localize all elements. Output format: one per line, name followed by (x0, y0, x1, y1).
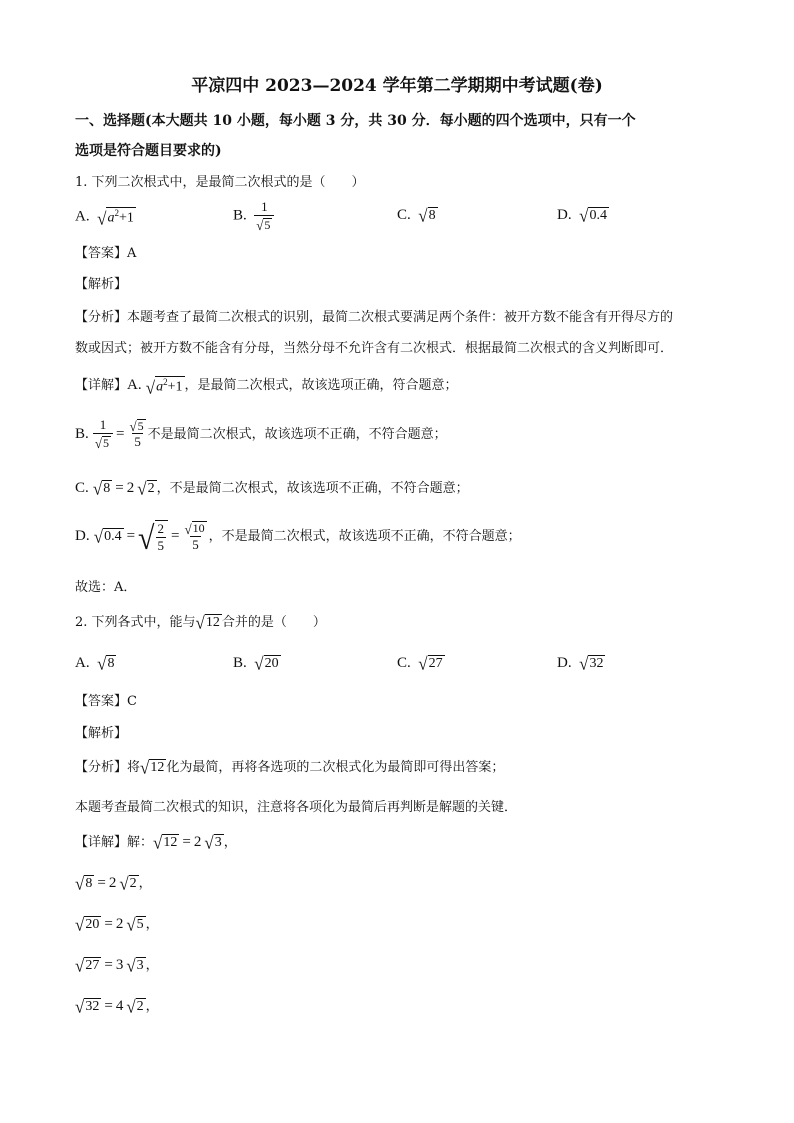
q1-option-d (557, 207, 609, 224)
radicand: 8 (103, 481, 111, 496)
comma: ， (223, 835, 237, 851)
q1-jiexi-tag: 【解析】 (75, 277, 128, 292)
radicand: 12 (163, 835, 178, 850)
radicand: 32 (589, 656, 604, 671)
q2-jiexi-tag: 【解析】 (75, 726, 128, 741)
radicand: 10 (192, 521, 205, 536)
radicand: 2 (129, 876, 137, 891)
numerator: 2 (157, 521, 165, 536)
q1-option-b (233, 200, 274, 232)
equals-sign: = (104, 998, 113, 1015)
detail-text: ，不是最简二次根式，故该选项不正确，不符合题意； (156, 481, 469, 497)
exponent: 2 (163, 377, 168, 387)
option-label: B. (75, 425, 89, 442)
detail-text: 不是最简二次根式，故该选项不正确，不符合题意； (147, 426, 447, 442)
radicand: 0.4 (589, 208, 607, 223)
option-label: C. (397, 206, 411, 223)
q2-option-c: C. √ 27 (397, 653, 443, 674)
radicand: 8 (107, 656, 115, 671)
var-a: a (156, 379, 164, 395)
q2-detail-step-2: √ 8 = 2 √ 2 ， (75, 873, 152, 894)
coefficient: 3 (115, 957, 124, 974)
analysis-tag: 【分析】 (75, 310, 128, 325)
option-label: D. (75, 528, 90, 545)
exponent: 2 (114, 208, 119, 218)
equals-sign: = (171, 528, 180, 545)
radicand: 20 (85, 917, 100, 932)
q1-analysis-line2: 数或因式；被开方数不能含有分母，当然分母不允许含有二次根式．根据最简二次根式的含义判断即可． (75, 341, 674, 356)
radicand: 8 (428, 208, 436, 223)
sqrt-expression: √ $a^2+1$ (145, 377, 183, 398)
q1-detail-a (75, 376, 458, 396)
coefficient: 2 (193, 834, 202, 851)
sqrt-expression: √ 8 (418, 205, 436, 226)
q2-answer (75, 695, 137, 708)
q1-detail-b (75, 418, 447, 450)
coefficient: 2 (115, 916, 124, 933)
detail-text: 解： (127, 835, 154, 851)
radicand-tail: +1 (167, 379, 183, 395)
q1-detail-c (75, 480, 469, 497)
option-label: C. (75, 480, 89, 497)
q2-option-a: A. √ 8 (75, 653, 115, 674)
q1-option-c (397, 207, 438, 224)
coefficient: 2 (126, 480, 135, 497)
detail-text: ，不是最简二次根式，故该选项不正确，不符合题意； (208, 529, 521, 545)
equation: √ 0.4 = √ $\frac{2}{5}$ = √ 10 5 (94, 520, 209, 554)
comma: ， (138, 876, 152, 892)
analysis-text: 本题考查了最简二次根式的识别，最简二次根式要满足两个条件：被开方数不能含有开得尽方的 (127, 310, 674, 325)
equals-sign: = (97, 875, 106, 892)
q1-answer (75, 247, 136, 260)
radicand: 2 (136, 999, 144, 1014)
radicand: 5 (137, 418, 144, 433)
radicand: 5 (103, 435, 110, 450)
section-header-line2: 选项是符合题目要求的) (75, 143, 222, 159)
stem-text: 合并的是（ ） (221, 615, 326, 631)
answer-tag: 【答案】 (75, 246, 128, 261)
page-title: 平凉四中 2023—2024 学年第二学期期中考试题(卷) (191, 76, 603, 96)
q1-conclusion: 故选：A． (75, 580, 137, 595)
option-label: B. (233, 207, 247, 224)
analysis-tag: 【分析】 (75, 760, 128, 776)
option-label: B. (233, 654, 247, 671)
option-label: C. (397, 654, 411, 671)
detail-tag: 【详解】 (75, 835, 128, 851)
radicand: 3 (214, 835, 222, 850)
q2-detail-step-4: √ 27 = 3 √ 3 ， (75, 955, 159, 976)
fraction: 1 √ 5 (254, 200, 274, 232)
denominator: 5 (192, 537, 199, 553)
analysis-text: 化为最简，再将各选项的二次根式化为最简即可得出答案； (166, 760, 505, 776)
stem-text: 2. 下列各式中，能与 (75, 615, 196, 631)
q1-analysis-line1 (75, 311, 673, 324)
q1-option-a (75, 207, 136, 227)
comma: ， (145, 917, 159, 933)
q2-option-b: B. √ 20 (233, 653, 279, 674)
equals-sign: = (182, 834, 191, 851)
sqrt-expression: √ $a^2+1$ (97, 208, 134, 229)
radicand: 8 (85, 876, 93, 891)
fraction: √ 10 5 (184, 521, 205, 553)
sqrt-expression: √ 0.4 (579, 205, 607, 226)
fraction: √ 5 5 (129, 418, 144, 450)
comma: ， (145, 958, 159, 974)
option-label: D. (557, 206, 572, 223)
numerator: 1 (99, 417, 107, 432)
q2-stem: 2. 下列各式中，能与 √ 12 合并的是（ ） (75, 612, 326, 633)
radicand: 27 (85, 958, 100, 973)
q1-detail-d (75, 520, 521, 557)
equation: √ 8 = 2 √ 2 (92, 478, 155, 499)
q2-detail-step-5: √ 32 = 4 √ 2 ， (75, 996, 159, 1017)
equals-sign: = (104, 916, 113, 933)
radicand: 27 (428, 656, 443, 671)
var-a: a (107, 210, 115, 226)
option-label: A. (75, 654, 90, 671)
equals-sign: = (104, 957, 113, 974)
q2-analysis: 【分析】 将 √ 12 化为最简，再将各选项的二次根式化为最简即可得出答案； (75, 757, 505, 778)
detail-text: ，是最简二次根式，故该选项正确，符合题意； (184, 378, 458, 394)
answer-tag: 【答案】 (75, 694, 128, 709)
radicand: 2 (147, 481, 155, 496)
equals-sign: = (126, 528, 136, 545)
option-label: D. (557, 654, 572, 671)
q2-detail-step-3: √ 20 = 2 √ 5 ， (75, 914, 159, 935)
q2-note: 本题考查最简二次根式的知识，注意将各项化为最简后再判断是解题的关键． (75, 800, 518, 815)
radicand: 20 (264, 656, 279, 671)
section-header-line1: 一、选择题(本大题共 10 小题，每小题 3 分，共 30 分．每小题的四个选项中，只有一个 (75, 113, 636, 129)
radicand: 3 (136, 958, 144, 973)
q1-stem: 1. 下列二次根式中，是最简二次根式的是（ ） (75, 175, 365, 190)
analysis-text: 将 (127, 760, 141, 776)
detail-tag: 【详解】 (75, 378, 128, 394)
radicand: 5 (264, 217, 271, 232)
q2-option-d: D. √ 32 (557, 653, 604, 674)
coefficient: 2 (108, 875, 117, 892)
denominator: 5 (157, 537, 165, 553)
equals-sign: = (115, 480, 124, 497)
comma: ， (145, 999, 159, 1015)
option-label: A. (75, 208, 90, 225)
radicand: 0.4 (104, 529, 122, 545)
radicand: 12 (205, 615, 220, 630)
fraction: 1 √ 5 (93, 418, 113, 450)
radicand: 5 (136, 917, 144, 932)
equals-sign: = (116, 425, 125, 442)
answer-value: C (127, 694, 137, 709)
radicand-tail: +1 (118, 210, 134, 226)
denominator: 5 (134, 434, 141, 450)
numerator: 1 (261, 199, 268, 214)
answer-value: A (127, 246, 137, 261)
radicand: 12 (150, 760, 165, 775)
coefficient: 4 (115, 998, 124, 1015)
option-label: A. (127, 377, 142, 394)
q2-detail-step-1: 【详解】 解： √ 12 = 2 √ 3 ， (75, 832, 237, 853)
radicand: 32 (85, 999, 100, 1014)
equation (93, 418, 148, 450)
